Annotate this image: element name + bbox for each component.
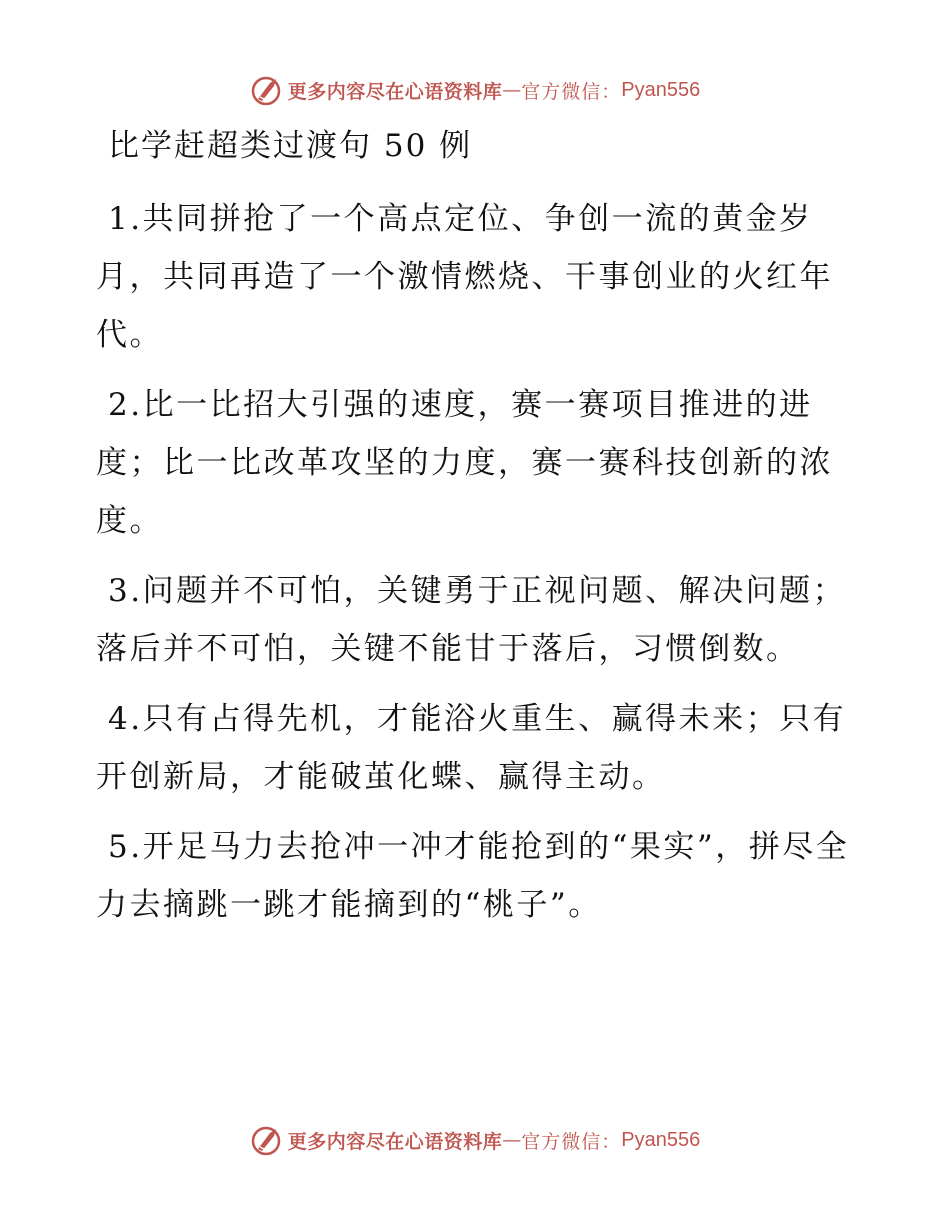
watermark-separator: — [502,1129,522,1151]
list-item: 3.问题并不可怕，关键勇于正视问题、解决问题；落后并不可怕，关键不能甘于落后，习惯倒数。 [96,573,847,667]
watermark-text: 更多内容尽在心语资料库 [287,80,503,103]
list-item: 1.共同拼抢了一个高点定位、争创一流的黄金岁月，共同再造了一个激情燃烧、干事创业的火红年代。 [96,201,833,353]
watermark-account: Pyan556 [621,1128,701,1151]
watermark-official-label: 官方微信： [521,80,622,103]
watermark-separator: — [502,79,522,101]
list-item: 5.开足马力去抢冲一冲才能抢到的“果实”，拼尽全力去摘跳一跳才能摘到的“桃子”。 [96,829,850,923]
watermark-official-label: 官方微信： [521,1130,622,1153]
list-item: 4.只有占得先机，才能浴火重生、赢得未来；只有开创新局，才能破茧化蝶、赢得主动。 [96,701,847,795]
watermark-account: Pyan556 [621,78,701,101]
document-title: 比学赶超类过渡句 50 例 [108,128,473,164]
item-list [96,190,856,946]
pen-nib-logo-icon [250,73,284,107]
list-item: 2.比一比招大引强的速度，赛一赛项目推进的进度；比一比改革攻坚的力度，赛一赛科技创新的浓度。 [96,387,833,539]
watermark-text: 更多内容尽在心语资料库 [287,1130,503,1153]
footer-watermark [0,1120,950,1160]
header-watermark [0,70,950,110]
pen-nib-logo-icon [250,1123,284,1157]
